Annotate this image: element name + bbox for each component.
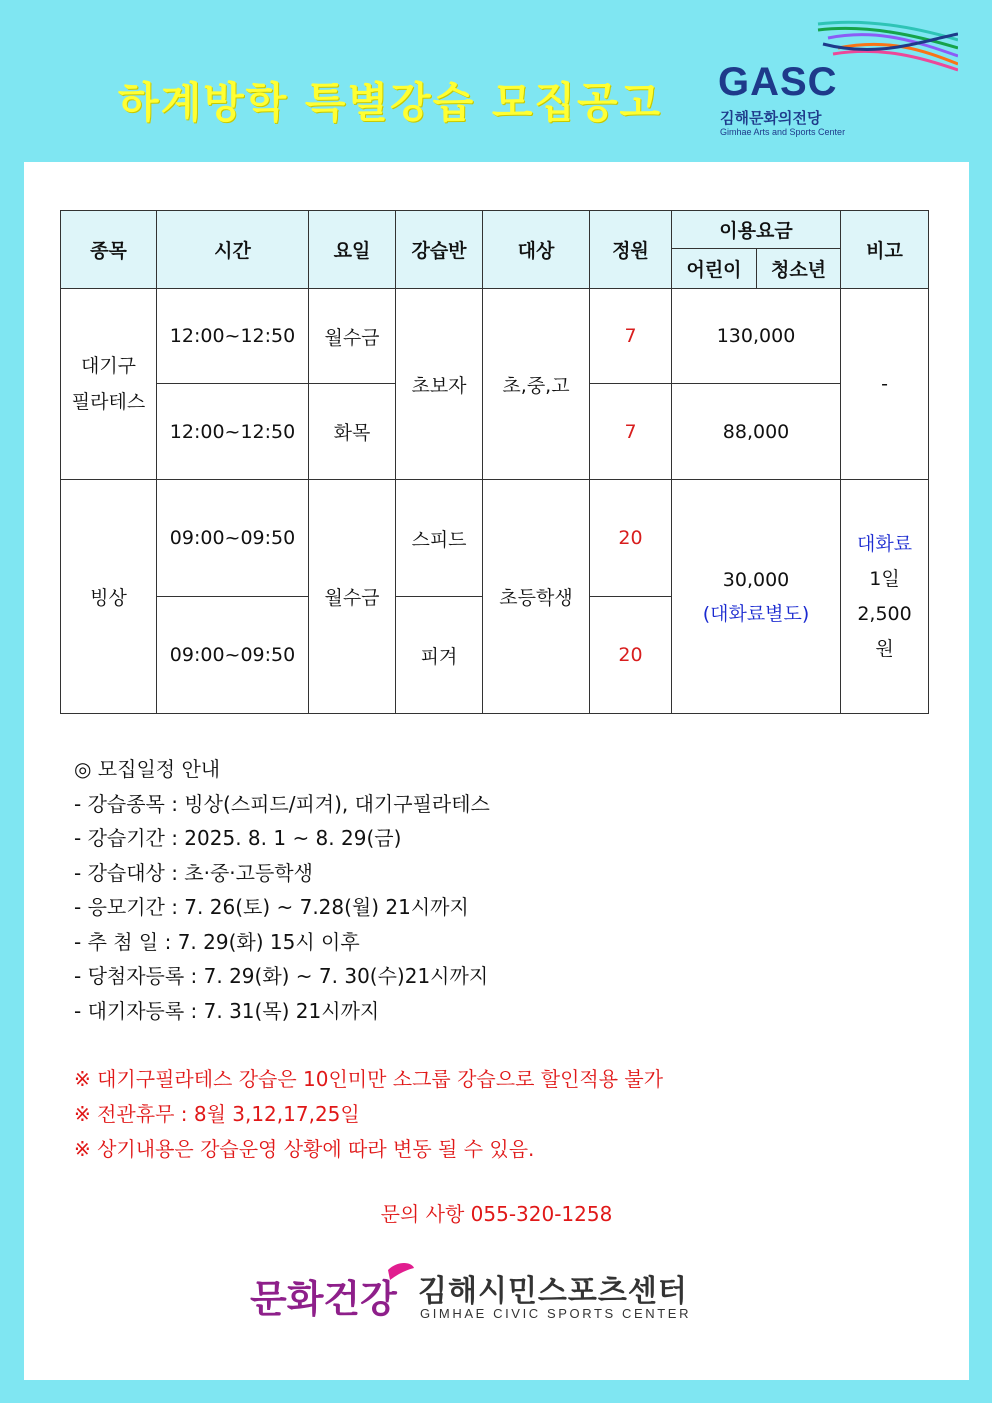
day-cell: 월수금	[309, 480, 396, 714]
fee-cell	[672, 480, 841, 714]
warning-line: ※ 상기내용은 강습운영 상황에 따라 변동 될 수 있음.	[74, 1137, 535, 1161]
info-line: - 응모기간 : 7. 26(토) ~ 7.28(월) 21시까지	[74, 895, 469, 919]
target-cell: 초등학생	[483, 480, 590, 714]
warning-line: ※ 대기구필라테스 강습은 10인미만 소그룹 강습으로 할인적용 불가	[74, 1067, 664, 1091]
target-cell: 초,중,고	[483, 289, 590, 480]
capacity-cell: 7	[590, 384, 672, 480]
note-label: 대화료	[856, 532, 913, 555]
schedule-info	[74, 752, 490, 1028]
logo-english-text: Gimhae Arts and Sports Center	[720, 127, 846, 137]
class-cell: 스피드	[396, 480, 483, 597]
warning-notes	[74, 1062, 663, 1167]
header-class: 강습반	[396, 211, 483, 289]
header-note: 비고	[841, 211, 929, 289]
logo-main-text: GASC	[718, 60, 838, 104]
logo-mark-text: 문화건강	[250, 1277, 397, 1321]
info-line: - 강습종목 : 빙상(스피드/피겨), 대기구필라테스	[74, 791, 490, 816]
header-sport: 종목	[61, 211, 157, 289]
fee-value: 30,000	[722, 568, 790, 591]
capacity-cell: 20	[590, 597, 672, 714]
class-cell: 초보자	[396, 289, 483, 480]
info-heading: ◎ 모집일정 안내	[74, 757, 221, 781]
logo-korean-text: 김해문화의전당	[720, 109, 822, 127]
header-target: 대상	[483, 211, 590, 289]
header-day: 요일	[309, 211, 396, 289]
sports-center-logo	[250, 1260, 770, 1330]
notice-card	[24, 162, 969, 1380]
day-cell: 화목	[309, 384, 396, 480]
info-line: - 추 첨 일 : 7. 29(화) 15시 이후	[74, 929, 360, 954]
info-line: - 당첨자등록 : 7. 29(화) ~ 7. 30(수)21시까지	[74, 964, 489, 988]
footer-name-korean: 김해시민스포츠센터	[418, 1274, 688, 1309]
class-cell: 피겨	[396, 597, 483, 714]
time-cell: 12:00~12:50	[157, 289, 309, 384]
header-fee-child: 어린이	[672, 249, 757, 289]
fee-note: (대화료별도)	[702, 602, 810, 625]
info-line: - 강습기간 : 2025. 8. 1 ~ 8. 29(금)	[74, 826, 402, 850]
fee-cell: 130,000	[672, 289, 841, 384]
page-title: 하계방학 특별강습 모집공고	[118, 78, 663, 127]
info-line: - 대기자등록 : 7. 31(목) 21시까지	[74, 998, 380, 1023]
header-time: 시간	[157, 211, 309, 289]
sport-pilates: 대기구 필라테스	[61, 289, 157, 480]
header-fee-youth: 청소년	[757, 249, 841, 289]
time-cell: 09:00~09:50	[157, 480, 309, 597]
time-cell: 09:00~09:50	[157, 597, 309, 714]
capacity-cell: 7	[590, 289, 672, 384]
note-cell: -	[841, 289, 929, 480]
warning-line: ※ 전관휴무 : 8월 3,12,17,25일	[74, 1102, 360, 1126]
schedule-table	[60, 210, 929, 714]
sport-skating: 빙상	[61, 480, 157, 714]
info-line: - 강습대상 : 초·중·고등학생	[74, 860, 313, 885]
note-cell	[841, 480, 929, 714]
table-row	[61, 480, 929, 597]
time-cell: 12:00~12:50	[157, 384, 309, 480]
footer-name-english: GIMHAE CIVIC SPORTS CENTER	[420, 1306, 692, 1321]
contact-info: 문의 사항 055-320-1258	[380, 1202, 613, 1226]
capacity-cell: 20	[590, 480, 672, 597]
culture-health-mark-icon	[250, 1260, 415, 1326]
note-value: 1일 2,500 원	[857, 567, 912, 660]
fee-cell: 88,000	[672, 384, 841, 480]
header-capacity: 정원	[590, 211, 672, 289]
table-row	[61, 289, 929, 384]
header-fee: 이용요금	[672, 211, 841, 249]
day-cell: 월수금	[309, 289, 396, 384]
gasc-logo	[718, 18, 958, 140]
